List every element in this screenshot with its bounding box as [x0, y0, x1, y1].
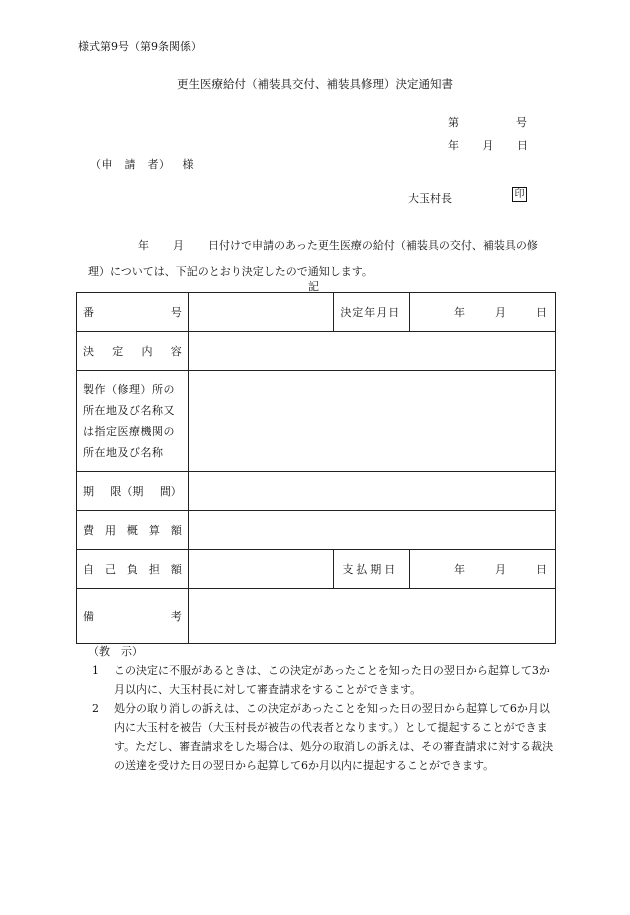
- copayment-value-cell: [188, 550, 333, 589]
- label-char: 内: [141, 345, 153, 358]
- decision-date-year: 年: [454, 306, 465, 319]
- decision-date-day: 日: [536, 306, 547, 319]
- payment-date-value-cell: [410, 550, 556, 589]
- label-char: 算: [148, 524, 160, 537]
- issue-date: [448, 137, 528, 153]
- label-char: 自: [83, 563, 94, 576]
- payment-date-day: 日: [536, 563, 547, 576]
- label-char: 負: [126, 563, 138, 576]
- decision-content-value-cell: [188, 332, 555, 371]
- label-char: 決: [83, 345, 94, 358]
- copayment-label-cell: [77, 550, 189, 589]
- remarks-label-a: 備: [83, 610, 94, 623]
- payment-date-label-cell: 支払期日: [334, 550, 410, 589]
- label-char: 用: [104, 524, 116, 537]
- payment-date-year: 年: [454, 563, 465, 576]
- remarks-label-b: 考: [170, 610, 182, 623]
- recipient: [90, 156, 194, 172]
- table-row: [77, 550, 556, 589]
- body-line-1-text: 日付けで申請のあった更生医療の給付（補装具の交付、補装具の修: [208, 239, 538, 252]
- label-char: 定: [112, 345, 124, 358]
- label-char: 己: [104, 563, 116, 576]
- period-label-cell: [77, 472, 189, 511]
- remarks-value-cell: [188, 589, 555, 644]
- issue-date-year: 年: [448, 139, 459, 152]
- list-item: [88, 699, 558, 775]
- number-label-a: 番: [83, 306, 94, 319]
- table-row: [77, 589, 556, 644]
- instruction-number: 1: [92, 664, 99, 677]
- number-prefix: 第: [448, 116, 459, 129]
- recipient-label: （申 請 者）: [90, 158, 171, 171]
- label-char: 額: [170, 563, 182, 576]
- estimated-cost-label-cell: [77, 511, 189, 550]
- table-row: [77, 332, 556, 371]
- recipient-honorific: 様: [182, 158, 194, 171]
- instruction-text: この決定に不服があるときは、この決定があったことを知った日の翌日から起算して3か月以内に、大玉村長に対して審査請求をすることができます。: [114, 664, 550, 696]
- instruction-text: 処分の取り消しの訴えは、この決定があったことを知った日の翌日から起算して6か月以内に大玉村を被告（大玉村長が被告の代表者となります。）として提起することができます。ただし、審査請求をした場合は、処分の取消しの訴えは、その審査請求に対する裁決の送達を受けた日の翌日から起算して6か月以内に提起することができます。: [114, 702, 554, 772]
- period-label-a: 期: [83, 485, 94, 498]
- table-row: [77, 511, 556, 550]
- facility-label-cell: 製作（修理）所の所在地及び名称又は指定医療機関の所在地及び名称: [77, 371, 189, 472]
- ki-marker: 記: [308, 280, 319, 293]
- table-row: [77, 472, 556, 511]
- period-label-b: 限（期: [110, 485, 144, 498]
- label-char: 費: [83, 524, 94, 537]
- payment-date-month: 月: [495, 563, 506, 576]
- decision-content-label-cell: [77, 332, 189, 371]
- period-value-cell: [188, 472, 555, 511]
- decision-table: [76, 292, 556, 644]
- issue-date-day: 日: [517, 139, 528, 152]
- document-title: 更生医療給付（補装具交付、補装具修理）決定通知書: [177, 77, 453, 91]
- instructions-heading: （教 示）: [88, 645, 143, 658]
- form-number: 様式第9号（第9条関係）: [78, 40, 202, 53]
- body-year: 年: [138, 239, 149, 252]
- body-line-2: 理）については、下記のとおり決定したので通知します。: [88, 265, 373, 278]
- facility-value-cell: [188, 371, 555, 472]
- table-row: [77, 293, 556, 332]
- label-char: 概: [126, 524, 138, 537]
- label-char: 担: [148, 563, 160, 576]
- decision-date-value-cell: [410, 293, 556, 332]
- instruction-number: 2: [92, 702, 99, 715]
- seal-mark: 印: [512, 187, 527, 202]
- body-line-1: [88, 233, 558, 259]
- instructions: [88, 642, 558, 775]
- remarks-label-cell: [77, 589, 189, 644]
- table-row: [77, 371, 556, 472]
- estimated-cost-value-cell: [188, 511, 555, 550]
- decision-date-month: 月: [495, 306, 506, 319]
- label-char: 容: [170, 345, 182, 358]
- number-label-b: 号: [170, 306, 182, 319]
- number-label-cell: [77, 293, 189, 332]
- notification-body: [88, 233, 558, 285]
- list-item: [88, 661, 558, 699]
- number-value-cell: [188, 293, 333, 332]
- issuer-name: 大玉村長: [408, 192, 452, 205]
- decision-date-label-cell: 決定年月日: [334, 293, 410, 332]
- body-month: 月: [173, 239, 184, 252]
- label-char: 額: [170, 524, 182, 537]
- period-label-c: 間）: [159, 485, 182, 498]
- number-suffix: 号: [516, 116, 527, 129]
- issue-date-month: 月: [482, 139, 494, 152]
